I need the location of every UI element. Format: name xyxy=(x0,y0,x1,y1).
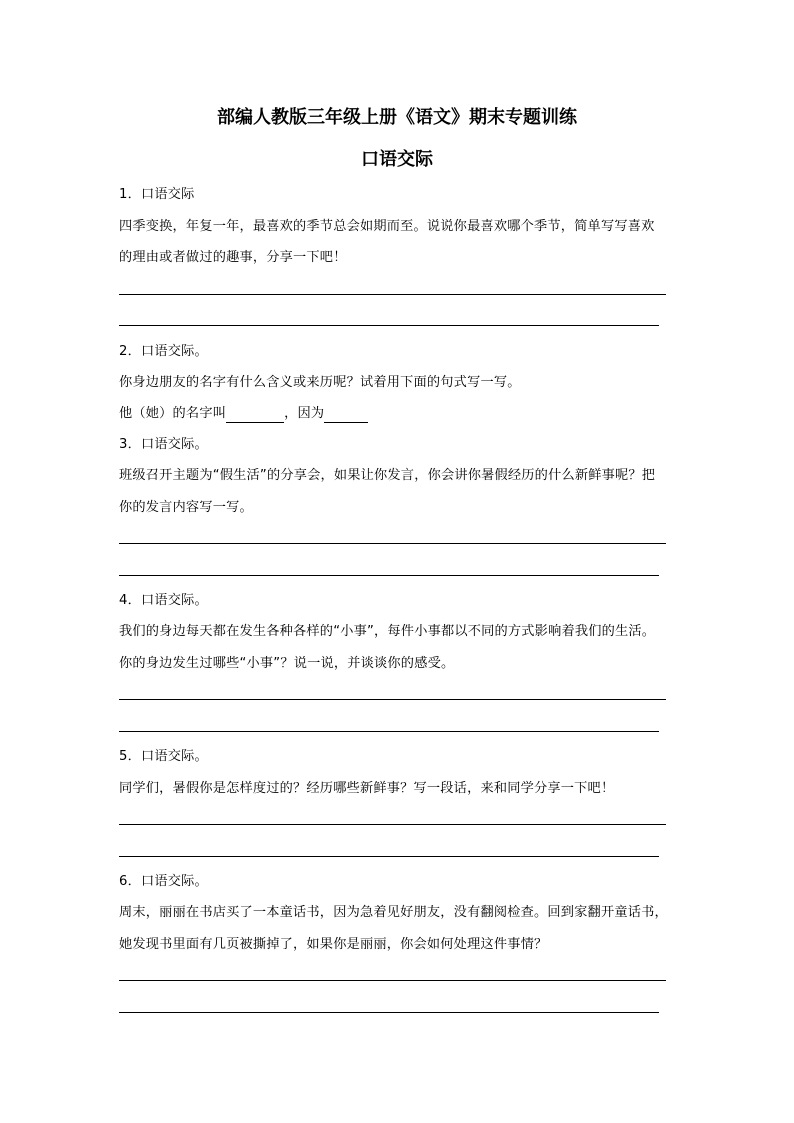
question-3-text-line-2: 你的发言内容写一写。 xyxy=(119,500,253,515)
question-6-text-line-2: 她发现书里面有几页被撕掉了，如果你是丽丽，你会如何处理这件事情？ xyxy=(119,937,548,952)
question-4-text-line-1: 我们的身边每天都在发生各种各样的“小事”，每件小事都以不同的方式影响着我们的生活。 xyxy=(119,624,656,639)
question-4-text-line-2: 你的身边发生过哪些“小事”？说一说，并谈谈你的感受。 xyxy=(119,656,455,671)
fill-sentence-part-2: ，因为 xyxy=(284,406,325,421)
question-6-answer-line-1[interactable] xyxy=(119,980,666,981)
question-2-text-line-1: 你身边朋友的名字有什么含义或来历呢？试着用下面的句式写一写。 xyxy=(119,375,521,390)
question-4-heading: 4．口语交际。 xyxy=(119,593,208,608)
question-6-answer-line-2[interactable] xyxy=(119,1012,659,1013)
question-1-answer-line-1[interactable] xyxy=(119,294,666,295)
page-subtitle: 口语交际 xyxy=(361,149,433,170)
page-title: 部编人教版三年级上册《语文》期末专题训练 xyxy=(217,107,577,128)
question-2-heading: 2．口语交际。 xyxy=(119,344,208,359)
question-3-answer-line-1[interactable] xyxy=(119,543,666,544)
question-6-heading: 6．口语交际。 xyxy=(119,874,208,889)
question-3-heading: 3．口语交际。 xyxy=(119,437,208,452)
question-1-answer-line-2[interactable] xyxy=(119,325,659,326)
fill-sentence-part-1: 他（她）的名字叫 xyxy=(119,406,227,421)
question-3-answer-line-2[interactable] xyxy=(119,575,659,576)
question-5-heading: 5．口语交际。 xyxy=(119,749,208,764)
question-4-answer-line-2[interactable] xyxy=(119,731,659,732)
question-5-answer-line-2[interactable] xyxy=(119,856,659,857)
question-5-text-line-1: 同学们，暑假你是怎样度过的？经历哪些新鲜事？写一段话，来和同学分享一下吧！ xyxy=(119,781,615,796)
question-1-text-line-2: 的理由或者做过的趣事，分享一下吧！ xyxy=(119,250,347,265)
name-blank[interactable] xyxy=(226,408,284,423)
question-2-fill-sentence xyxy=(119,405,368,423)
question-6-text-line-1: 周末，丽丽在书店买了一本童话书，因为急着见好朋友，没有翻阅检查。回到家翻开童话书， xyxy=(119,905,668,920)
question-4-answer-line-1[interactable] xyxy=(119,699,666,700)
question-5-answer-line-1[interactable] xyxy=(119,824,666,825)
reason-blank[interactable] xyxy=(324,408,368,423)
question-3-text-line-1: 班级召开主题为“假生活”的分享会，如果让你发言，你会讲你暑假经历的什么新鲜事呢？把 xyxy=(119,468,656,483)
question-1-text-line-1: 四季变换，年复一年，最喜欢的季节总会如期而至。说说你最喜欢哪个季节，简单写写喜欢 xyxy=(119,219,655,234)
question-1-heading: 1．口语交际 xyxy=(119,187,195,202)
